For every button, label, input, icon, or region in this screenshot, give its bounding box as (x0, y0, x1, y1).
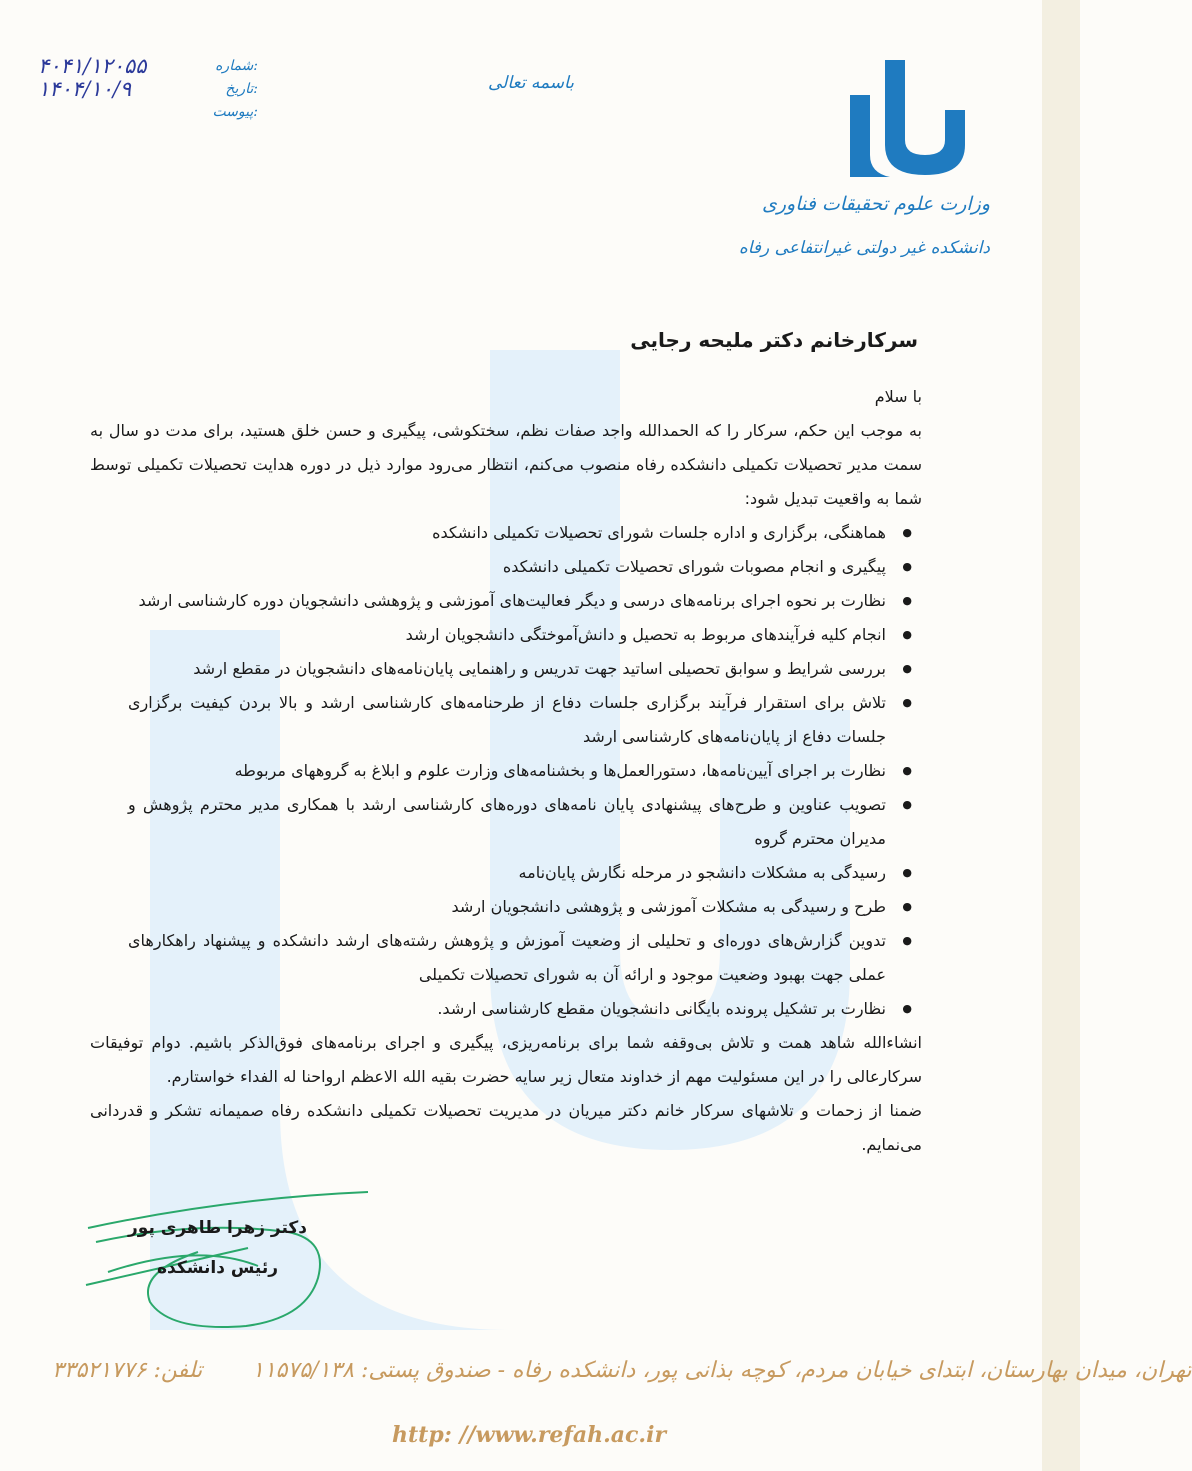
signature-block (128, 1208, 307, 1288)
ministry-name: وزارت علوم تحقیقات فناوری (761, 193, 990, 215)
list-item: ● پیگیری و انجام مصوبات شورای تحصیلات تکمیلی دانشکده (128, 550, 922, 584)
date-label: تاریخ: (225, 81, 258, 97)
footer-phone: تلفن: ۳۳۵۲۱۷۷۶ (52, 1358, 203, 1383)
signer-name: دکتر زهرا طاهری پور (128, 1218, 308, 1238)
paper-edge (1042, 0, 1080, 1471)
list-item: ● نظارت بر نحوه اجرای برنامه‌های درسی و دیگر فعالیت‌های آموزشی و پژوهشی دانشجویان دوره کارشناسی ارشد (128, 584, 922, 618)
list-item: ● تدوین گزارش‌های دوره‌ای و تحلیلی از وضعیت آموزش و پژوهش رشته‌های ارشد دانشکده و پیشنهاد راهکارهای عملی جهت بهبود وضعیت موجود و ارائه آن به شورای تحصیلات تکمیلی (128, 924, 922, 992)
closing-paragraph: انشاءالله شاهد همت و تلاش بی‌وقفه شما برای برنامه‌ریزی، پیگیری و اجرای برنامه‌های فوق‌الذکر باشیم. دوام توفیقات سرکارعالی را در این مسئولیت مهم از خداوند متعال زیر سایه حضرت بقیه الله الاعظم ارواحنا له الفداء خواستارم. (90, 1033, 922, 1086)
number-label: شماره: (215, 58, 258, 74)
list-item: ● نظارت بر اجرای آیین‌نامه‌ها، دستورالعمل‌ها و بخشنامه‌های وزارت علوم و ابلاغ به گروههای مربوطه (128, 754, 922, 788)
list-item: ● انجام کلیه فرآیندهای مربوط به تحصیل و دانش‌آموختگی دانشجویان ارشد (128, 618, 922, 652)
list-item: ● رسیدگی به مشکلات دانشجو در مرحله نگارش پایان‌نامه (128, 856, 922, 890)
list-item: ● هماهنگی، برگزاری و اداره جلسات شورای تحصیلات تکمیلی دانشکده (128, 516, 922, 550)
recipient: سرکارخانم دکتر ملیحه رجایی (630, 328, 918, 352)
thanks-paragraph: ضمنا از زحمات و تلاشهای سرکار خانم دکتر میریان در مدیریت تحصیلات تکمیلی دانشکده رفاه صمیمانه تشکر و قدردانی می‌نمایم. (90, 1101, 922, 1154)
intro-paragraph: به موجب این حکم، سرکار را که الحمدالله واجد صفات نظم، سختکوشی، پیگیری و حسن خلق هستید، برای مدت دو سال به سمت مدیر تحصیلات تکمیلی دانشکده رفاه منصوب می‌کنم، انتظار می‌رود موارد ذیل در دوره هدایت تحصیلات تکمیلی توسط شما به واقعیت تبدیل شود: (90, 421, 922, 508)
footer-address: تهران، میدان بهارستان، ابتدای خیابان مردم، کوچه بذانی پور، دانشکده رفاه - صندوق پستی: ۱۱۵۷۵/۱۳۸ (252, 1358, 1192, 1383)
list-item: ● بررسی شرایط و سوابق تحصیلی اساتید جهت تدریس و راهنمایی پایان‌نامه‌های دانشجویان در مقطع ارشد (128, 652, 922, 686)
college-name: دانشکده غیر دولتی غیرانتفاعی رفاه (738, 238, 990, 258)
bismillah: باسمه تعالی (488, 73, 574, 93)
list-item: ● نظارت بر تشکیل پرونده بایگانی دانشجویان مقطع کارشناسی ارشد. (128, 992, 922, 1026)
date-value: ۱۴۰۴/۱۰/۹ (38, 77, 132, 101)
list-item: ● تلاش برای استقرار فرآیند برگزاری جلسات دفاع از طرحنامه‌های کارشناسی ارشد و بالا بردن کیفیت برگزاری جلسات دفاع از پایان‌نامه‌های کارشناسی ارشد (128, 686, 922, 754)
meta-attachment (38, 104, 258, 127)
letter-body (90, 380, 922, 1162)
footer-website-link[interactable]: http: //www.refah.ac.ir (392, 1422, 667, 1448)
attachment-label: پیوست: (212, 104, 258, 120)
list-item: ● تصویب عناوین و طرح‌های پیشنهادی پایان نامه‌های دوره‌های کارشناسی ارشد با همکاری مدیر محترم پژوهش و مدیران محترم گروه (128, 788, 922, 856)
college-logo-icon (845, 55, 975, 180)
list-item: ● طرح و رسیدگی به مشکلات آموزشی و پژوهشی دانشجویان ارشد (128, 890, 922, 924)
greeting: با سلام (874, 387, 922, 406)
number-value: ۴۰۴۱/۱۲۰۵۵ (38, 54, 147, 78)
signer-title: رئیس دانشکده (156, 1258, 279, 1278)
letter-meta (38, 54, 258, 127)
meta-date (38, 77, 258, 104)
duties-list (90, 516, 922, 1026)
